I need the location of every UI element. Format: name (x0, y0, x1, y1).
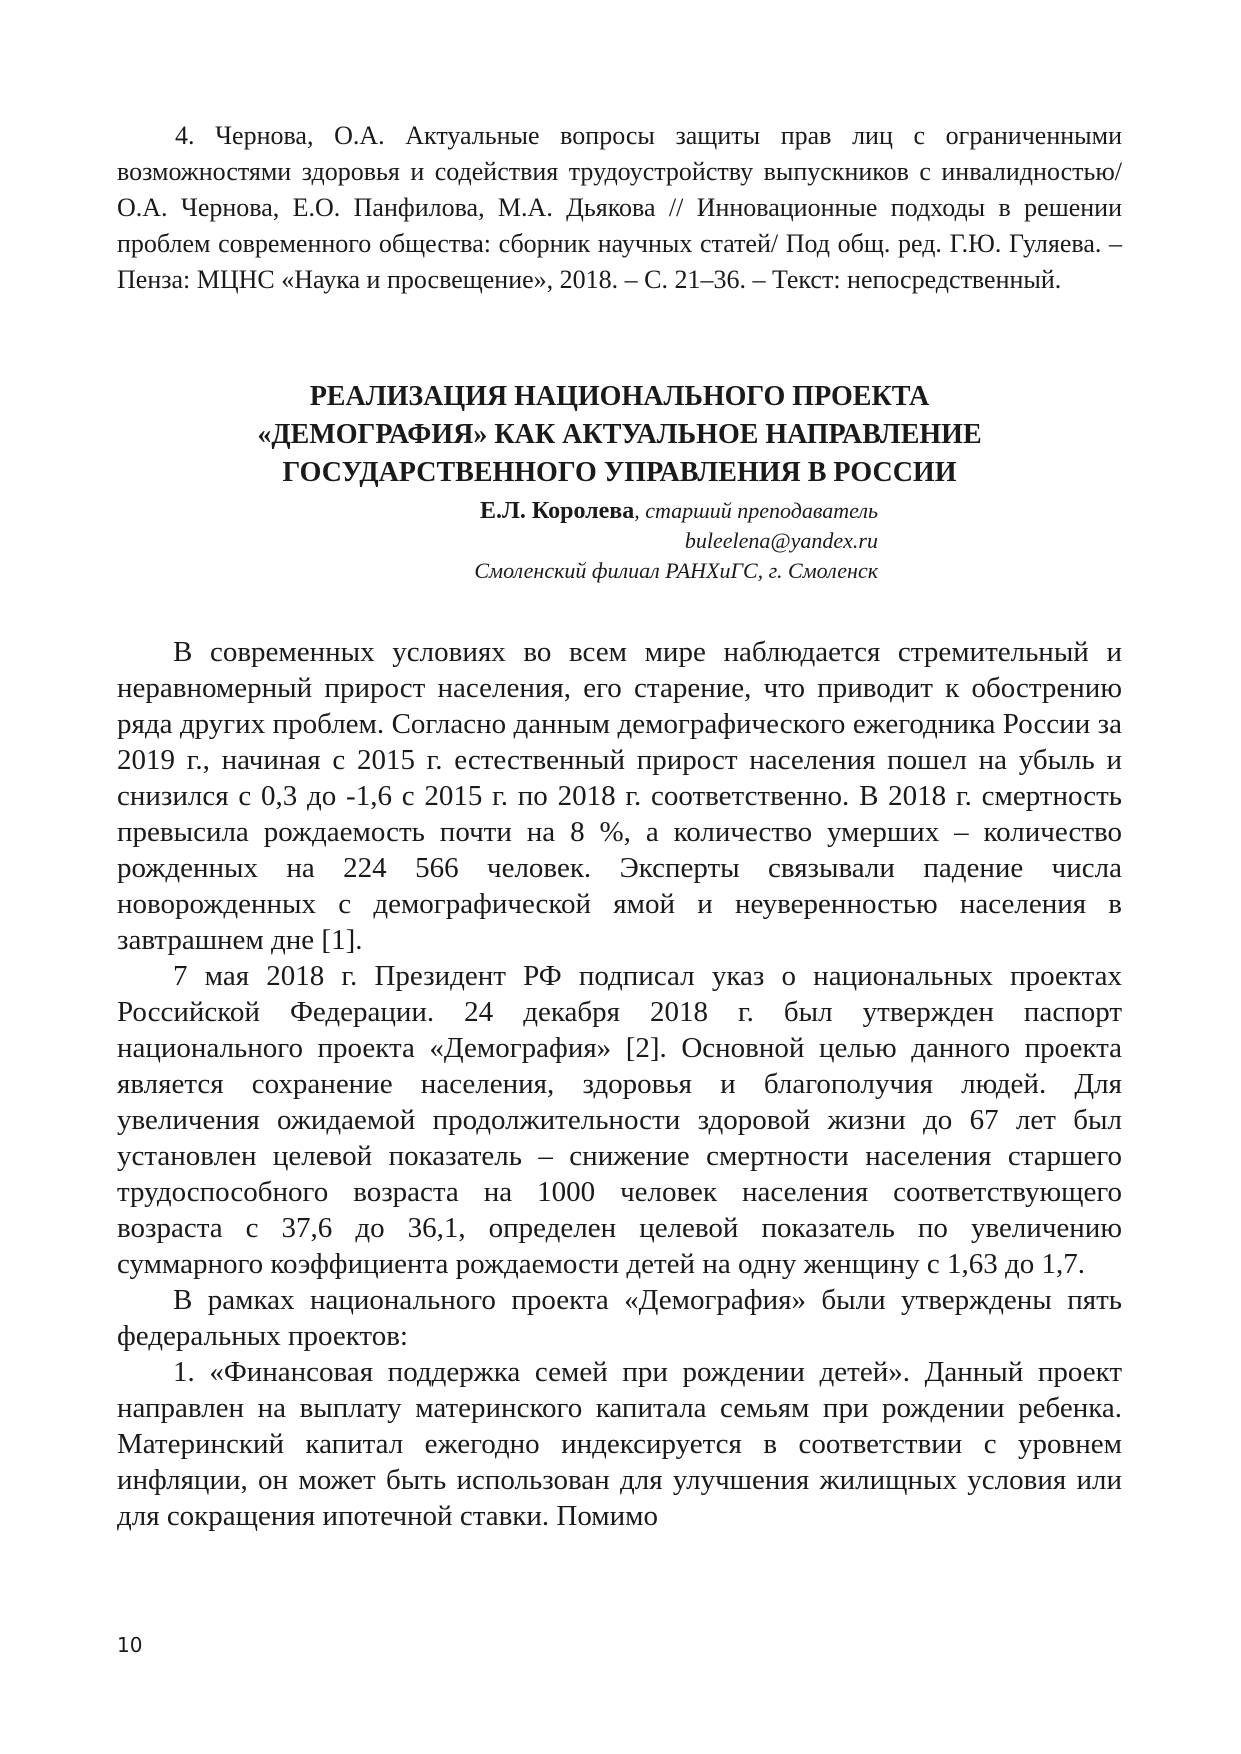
reference-item: 4. Чернова, О.А. Актуальные вопросы защиты прав лиц с ограниченными возможностями здоровья и содействия трудоустройству выпускников с инвалидностью/ О.А. Чернова, Е.О. Панфилова, М.А. Дьякова // Инновационные подходы в решении проблем современного общества: сборник научных статей/ Под общ. ред. Г.Ю. Гуляева. – Пенза: МЦНС «Наука и просвещение», 2018. – С. 21–36. – Текст: непосредственный. (117, 121, 1122, 294)
body-paragraph: 7 мая 2018 г. Президент РФ подписал указ о национальных проектах Российской Федерации. 24 декабря 2018 г. был утвержден паспорт национального проекта «Демография» [2]. Основной целью данного проекта является сохранение населения, здоровья и благополучия людей. Для увеличения ожидаемой продолжительности здоровой жизни до 67 лет был установлен целевой показатель – снижение смертности населения старшего трудоспособного возраста на 1000 человек населения соответствующего возраста с 37,6 до 36,1, определен целевой показатель по увеличению суммарного коэффициента рождаемости детей на одну женщину с 1,63 до 1,7. (117, 960, 1122, 1280)
article-title-line: РЕАЛИЗАЦИЯ НАЦИОНАЛЬНОГО ПРОЕКТА (309, 381, 930, 412)
author-email: buleelena@yandex.ru (684, 528, 878, 553)
article-body (117, 634, 1122, 1534)
body-paragraph: В рамках национального проекта «Демография» были утверждены пять федеральных проектов: (117, 1284, 1122, 1352)
author-affiliation: Смоленский филиал РАНХиГС, г. Смоленск (474, 558, 878, 583)
body-paragraph: В современных условиях во всем мире наблюдается стремительный и неравномерный прирост населения, его старение, что приводит к обострению ряда других проблем. Согласно данным демографического ежегодника России за 2019 г., начиная с 2015 г. естественный прирост населения пошел на убыль и снизился с 0,3 до -1,6 с 2015 г. по 2018 г. соответственно. В 2018 г. смертность превысила рождаемость почти на 8 %, а количество умерших – количество рожденных на 224 566 человек. Эксперты связывали падение числа новорожденных с демографической ямой и неуверенностью населения в завтрашнем дне [1]. (117, 636, 1122, 956)
author-line (117, 496, 878, 526)
page-content (117, 118, 1122, 1534)
article-title-line: «ДЕМОГРАФИЯ» КАК АКТУАЛЬНОЕ НАПРАВЛЕНИЕ (257, 419, 982, 450)
article-title (117, 378, 1122, 492)
article-title-line: ГОСУДАРСТВЕННОГО УПРАВЛЕНИЯ В РОССИИ (282, 457, 957, 488)
page-number: 10 (117, 1633, 143, 1657)
author-block (117, 496, 1122, 586)
body-paragraph: 1. «Финансовая поддержка семей при рождении детей». Данный проект направлен на выплату материнского капитала семьям при рождении ребенка. Материнский капитал ежегодно индексируется в соответствии с уровнем инфляции, он может быть использован для улучшения жилищных условия или для сокращения ипотечной ставки. Помимо (117, 1356, 1122, 1532)
author-name: Е.Л. Королева (480, 498, 635, 524)
author-position: , старший преподаватель (634, 498, 878, 523)
